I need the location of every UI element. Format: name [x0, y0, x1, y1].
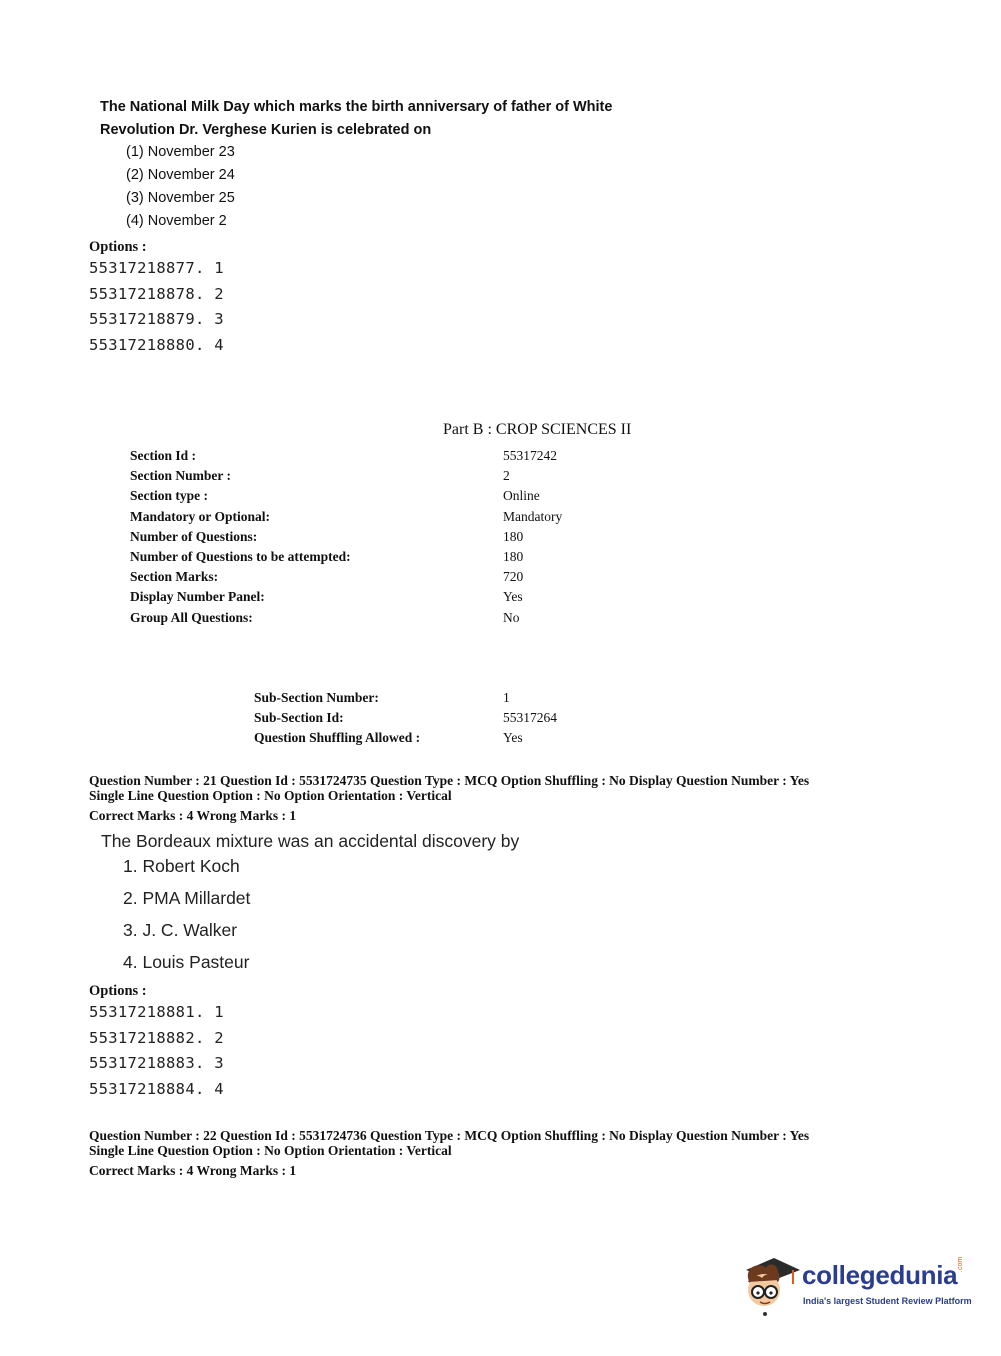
option-id: 55317218880. 4	[89, 335, 224, 354]
question-meta-line: Question Number : 21 Question Id : 5531724735 Question Type : MCQ Option Shuffling : No Display Question Number : Yes	[89, 773, 810, 788]
choice-item: (1) November 23	[126, 144, 235, 160]
choice-item: (2) November 24	[126, 167, 235, 183]
brand-tagline: India's largest Student Review Platform	[803, 1296, 972, 1306]
subsection-info-value: 1	[503, 690, 510, 705]
subsection-info-value: 55317264	[503, 710, 557, 726]
question-20-text: The National Milk Day which marks the birth anniversary of father of White Revolution Dr. Verghese Kurien is celebrated on	[100, 99, 613, 138]
subsection-info-label: Sub-Section Number:	[254, 690, 379, 705]
question-21-marks: Correct Marks : 4 Wrong Marks : 1	[89, 808, 297, 823]
option-id: 55317218884. 4	[89, 1079, 224, 1098]
option-id: 55317218878. 2	[89, 284, 224, 303]
section-info-value: Mandatory	[503, 508, 563, 524]
section-info-label: Section type :	[130, 488, 208, 504]
mascot-logo-icon	[740, 1250, 802, 1312]
option-id: 55317218877. 1	[89, 259, 224, 277]
choice-item: (3) November 25	[126, 190, 235, 206]
option-id: 55317218883. 3	[89, 1054, 224, 1072]
question-20-choices	[126, 141, 235, 233]
question-22-marks: Correct Marks : 4 Wrong Marks : 1	[89, 1163, 297, 1178]
question-22-meta	[89, 1129, 809, 1158]
option-id: 55317218879. 3	[89, 310, 224, 328]
option-id: 55317218882. 2	[89, 1028, 224, 1047]
section-info-value: No	[503, 609, 520, 625]
question-meta-line: Single Line Question Option : No Option Orientation : Vertical	[89, 1142, 452, 1158]
decorative-dot	[763, 1312, 767, 1316]
choice-item: 2. PMA Millardet	[123, 888, 251, 908]
section-info-value: 720	[503, 569, 524, 585]
choice-item: (4) November 2	[126, 213, 227, 229]
question-21-text: The Bordeaux mixture was an accidental discovery by	[101, 831, 520, 851]
choice-item: 1. Robert Koch	[123, 856, 240, 876]
option-id-list	[89, 1000, 224, 1102]
choice-item: 3. J. C. Walker	[123, 920, 238, 940]
question-meta-line: Question Number : 22 Question Id : 5531724736 Question Type : MCQ Option Shuffling : No Display Question Number : Yes	[89, 1128, 810, 1143]
question-21-meta	[89, 774, 809, 803]
section-info-value: Yes	[503, 589, 523, 605]
option-id: 55317218881. 1	[89, 1003, 224, 1021]
section-info-value: 2	[503, 468, 510, 484]
options-label: Options :	[89, 983, 147, 999]
option-id-list	[89, 256, 224, 358]
question-21-choices	[123, 854, 250, 982]
subsection-info-label: Question Shuffling Allowed :	[254, 730, 421, 746]
section-info-label: Number of Questions to be attempted:	[130, 548, 351, 564]
brand-suffix: .com	[957, 1256, 964, 1272]
section-info-label: Section Marks:	[130, 569, 219, 585]
question-meta-line: Single Line Question Option : No Option Orientation : Vertical	[89, 787, 452, 803]
options-label: Options :	[89, 239, 147, 255]
brand-name: collegedunia	[802, 1260, 958, 1290]
section-info-label: Number of Questions:	[130, 528, 258, 544]
section-info-label: Section Number :	[130, 468, 231, 484]
section-info-label: Mandatory or Optional:	[130, 508, 271, 524]
section-info-value: Online	[503, 488, 540, 504]
subsection-info-label: Sub-Section Id:	[254, 710, 344, 726]
choice-item: 4. Louis Pasteur	[123, 952, 250, 972]
section-info-value: 180	[503, 548, 524, 564]
section-info-label: Group All Questions:	[130, 609, 253, 625]
section-info-label: Section Id :	[130, 448, 197, 463]
subsection-info-value: Yes	[503, 730, 523, 746]
section-info-label: Display Number Panel:	[130, 589, 265, 605]
section-info-value: 180	[503, 528, 524, 544]
section-info-value: 55317242	[503, 448, 557, 463]
part-title: Part B : CROP SCIENCES II	[443, 421, 632, 438]
